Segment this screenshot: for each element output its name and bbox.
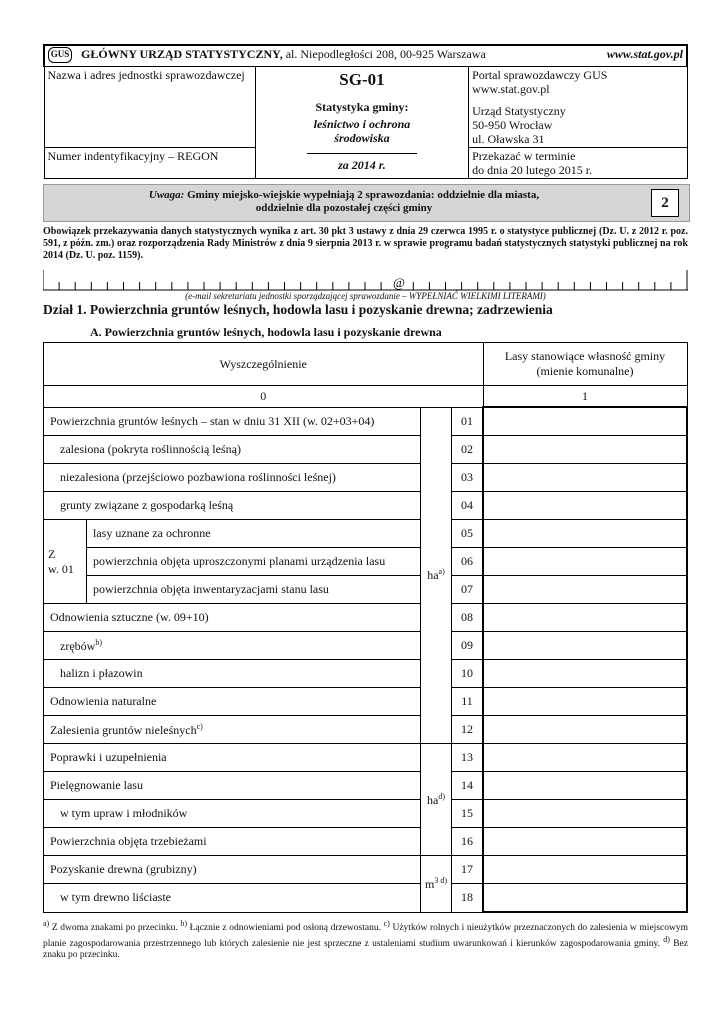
row-label: Pozyskanie drewna (grubizny) bbox=[44, 856, 421, 884]
table-row bbox=[44, 520, 688, 548]
subsection-title: A. Powierzchnia gruntów leśnych, hodowla lasu i pozyskanie drewna bbox=[90, 325, 442, 339]
section-title: Dział 1. Powierzchnia gruntów leśnych, hodowla lasu i pozyskanie drewna; zadrzewienia bbox=[43, 302, 553, 317]
row-number: 02 bbox=[452, 436, 484, 464]
value-cell-15[interactable] bbox=[483, 800, 687, 828]
row-label: lasy uznane za ochronne bbox=[87, 520, 421, 548]
row-number: 06 bbox=[452, 548, 484, 576]
value-cell-04[interactable] bbox=[483, 492, 687, 520]
col0-num: 0 bbox=[44, 386, 484, 408]
row-number: 11 bbox=[452, 688, 484, 716]
regon-label: Numer indentyfikacyjny – REGON bbox=[47, 149, 219, 163]
value-cell-08[interactable] bbox=[483, 604, 687, 632]
row-label: powierzchnia objęta inwentaryzacjami stanu lasu bbox=[87, 576, 421, 604]
row-number: 09 bbox=[452, 632, 484, 660]
office2-zip: 50-950 Wrocław bbox=[472, 118, 553, 132]
deadline-label: Przekazać w terminie bbox=[472, 149, 576, 163]
row-number: 10 bbox=[452, 660, 484, 688]
row-number: 17 bbox=[452, 856, 484, 884]
portal-label: Portal sprawozdawczy GUS bbox=[472, 68, 608, 82]
table-row bbox=[44, 772, 688, 800]
row-label: Zalesienia gruntów nieleśnych$^{c)}$ bbox=[44, 716, 421, 744]
table-row bbox=[44, 856, 688, 884]
row-number: 08 bbox=[452, 604, 484, 632]
name-field[interactable] bbox=[44, 67, 255, 148]
value-cell-02[interactable] bbox=[483, 436, 687, 464]
value-cell-17[interactable] bbox=[483, 856, 687, 884]
col1-header-1: Lasy stanowiące własność gminy bbox=[504, 349, 666, 363]
footnote-d-mark: d) bbox=[663, 935, 670, 945]
form-subtitle-1: leśnictwo i ochrona bbox=[313, 117, 411, 131]
row-label: Powierzchnia objęta trzebieżami bbox=[44, 828, 421, 856]
gus-logo: GUS bbox=[48, 47, 72, 63]
office2-name: Urząd Statystyczny bbox=[472, 104, 566, 118]
col0-header-text: Wyszczególnienie bbox=[219, 356, 307, 371]
legal-notice: Obowiązek przekazywania danych statystycznych wynika z art. 30 pkt 3 ustawy z dnia 29 czerwca 1995 r. o statystyce publicznej (Dz. U. z 2012 r. poz. 591, z późn. zm.) oraz rozporządzenia Rady Ministrów z dnia 9 sierpnia 2013 r. w sprawie programu badań statystycznych statystyki publicznej na rok 2014 (Dz. U. poz. 1159). bbox=[43, 226, 688, 261]
uwaga-line1: Gminy miejsko-wiejskie wypełniają 2 sprawozdania: oddzielnie dla miasta, bbox=[184, 189, 540, 201]
value-cell-13[interactable] bbox=[483, 744, 687, 772]
row-number: 16 bbox=[452, 828, 484, 856]
value-cell-09[interactable] bbox=[483, 632, 687, 660]
row-label: w tym drewno liściaste bbox=[44, 884, 421, 913]
form-header bbox=[43, 44, 688, 179]
table-row bbox=[44, 716, 688, 744]
footnote-a: Z dwoma znakami po przecinku. bbox=[49, 923, 181, 934]
row-number: 12 bbox=[452, 716, 484, 744]
value-cell-12[interactable] bbox=[483, 716, 687, 744]
row-number: 01 bbox=[452, 407, 484, 436]
table-row bbox=[44, 407, 688, 436]
deadline-date: do dnia 20 lutego 2015 r. bbox=[472, 163, 593, 177]
value-cell-05[interactable] bbox=[483, 520, 687, 548]
form-code: SG-01 bbox=[339, 70, 385, 89]
z-label-2: w. 01 bbox=[48, 561, 74, 576]
unit-ha-d: $ha^{d)}$ bbox=[421, 744, 452, 856]
table-row bbox=[44, 436, 688, 464]
row-number: 14 bbox=[452, 772, 484, 800]
footnote-c: Użytków rolnych i nieużytków przeznaczonych do zalesienia w miejscowym planie zagospodarowania przestrzennego lub których zalesienie nie jest sprzeczne z ustaleniami studium uwarunkowań i kierunków zagospodarowania gminy. bbox=[43, 923, 688, 950]
data-table bbox=[43, 342, 688, 913]
website: www.stat.gov.pl bbox=[606, 47, 683, 61]
row-label: Pielęgnowanie lasu bbox=[44, 772, 421, 800]
table-row bbox=[44, 744, 688, 772]
form-title: Statystyka gminy: bbox=[315, 100, 409, 114]
col1-header-2: (mienie komunalne) bbox=[536, 364, 634, 378]
row-label: Odnowienia naturalne bbox=[44, 688, 421, 716]
value-cell-11[interactable] bbox=[483, 688, 687, 716]
value-cell-07[interactable] bbox=[483, 576, 687, 604]
footnotes bbox=[43, 918, 688, 961]
table-row bbox=[44, 632, 688, 660]
value-cell-01[interactable] bbox=[483, 407, 687, 436]
footnote-c-mark: c) bbox=[383, 919, 390, 928]
value-cell-18[interactable] bbox=[483, 884, 687, 913]
table-row bbox=[44, 576, 688, 604]
office-address: al. Niepodległości 208, 00-925 Warszawa bbox=[282, 47, 486, 61]
row-label: Powierzchnia gruntów leśnych – stan w dniu 31 XII (w. 02+03+04) bbox=[44, 407, 421, 436]
name-label: Nazwa i adres jednostki sprawozdawczej bbox=[47, 68, 245, 82]
value-cell-10[interactable] bbox=[483, 660, 687, 688]
table-row bbox=[44, 604, 688, 632]
value-cell-16[interactable] bbox=[483, 828, 687, 856]
email-at-sign: @ bbox=[393, 275, 405, 290]
value-cell-06[interactable] bbox=[483, 548, 687, 576]
form-period: za 2014 r. bbox=[338, 158, 386, 172]
office2-street: ul. Oławska 31 bbox=[472, 132, 545, 146]
uwaga-line2: oddzielnie dla pozostałej części gminy bbox=[255, 202, 433, 214]
row-label: Poprawki i uzupełnienia bbox=[44, 744, 421, 772]
footnote-b-mark: b) bbox=[180, 919, 188, 928]
table-row bbox=[44, 548, 688, 576]
z-label-1: Z bbox=[48, 546, 56, 561]
email-input[interactable] bbox=[43, 270, 688, 292]
row-label: zrębów$^{b)}$ bbox=[44, 632, 421, 660]
footnote-a-mark: a) bbox=[43, 919, 50, 928]
table-row bbox=[44, 660, 688, 688]
notice-box bbox=[43, 184, 690, 222]
table-row bbox=[44, 464, 688, 492]
row-number: 18 bbox=[452, 884, 484, 913]
value-cell-14[interactable] bbox=[483, 772, 687, 800]
col0-header bbox=[44, 343, 484, 386]
z-label-cell bbox=[44, 520, 87, 604]
table-row bbox=[44, 492, 688, 520]
row-number: 15 bbox=[452, 800, 484, 828]
table-row bbox=[44, 688, 688, 716]
footnote-d: Bez znaku po przecinku. bbox=[43, 939, 688, 961]
row-label: halizn i płazowin bbox=[44, 660, 421, 688]
form-subtitle-2: środowiska bbox=[334, 131, 390, 145]
row-label: Odnowienia sztuczne (w. 09+10) bbox=[44, 604, 421, 632]
row-label: w tym upraw i młodników bbox=[44, 800, 421, 828]
office-name: GŁÓWNY URZĄD STATYSTYCZNY, bbox=[81, 47, 283, 61]
table-row bbox=[44, 828, 688, 856]
value-cell-03[interactable] bbox=[483, 464, 687, 492]
unit-ha-a: $ha^{a)}$ bbox=[421, 407, 452, 744]
row-number: 07 bbox=[452, 576, 484, 604]
footnote-b: Łącznie z odnowieniami pod osłoną drzewostanu. bbox=[187, 923, 384, 934]
uwaga-label: Uwaga: bbox=[148, 189, 185, 201]
row-label-note: c) bbox=[196, 721, 203, 731]
table-row bbox=[44, 800, 688, 828]
portal-url[interactable]: www.stat.gov.pl bbox=[472, 82, 550, 96]
row-number: 13 bbox=[452, 744, 484, 772]
email-caption: (e-mail sekretariatu jednostki sporządzającej sprawozdanie – WYPEŁNIAĆ WIELKIMI LITERAMI) bbox=[185, 291, 546, 301]
row-number: 04 bbox=[452, 492, 484, 520]
row-label-note: b) bbox=[95, 637, 102, 647]
row-number: 05 bbox=[452, 520, 484, 548]
regon-field[interactable] bbox=[44, 148, 255, 179]
row-number: 03 bbox=[452, 464, 484, 492]
col1-num: 1 bbox=[483, 386, 687, 408]
row-label: zalesiona (pokryta roślinnością leśną) bbox=[44, 436, 421, 464]
row-label: powierzchnia objęta uproszczonymi planami urządzenia lasu bbox=[87, 548, 421, 576]
row-label: grunty związane z gospodarką leśną bbox=[44, 492, 421, 520]
unit-m3: $m^{3 d)}$ bbox=[421, 856, 452, 913]
table-row bbox=[44, 884, 688, 913]
form-variant-number: 2 bbox=[651, 189, 679, 217]
row-label: niezalesiona (przejściowo pozbawiona roślinności leśnej) bbox=[44, 464, 421, 492]
